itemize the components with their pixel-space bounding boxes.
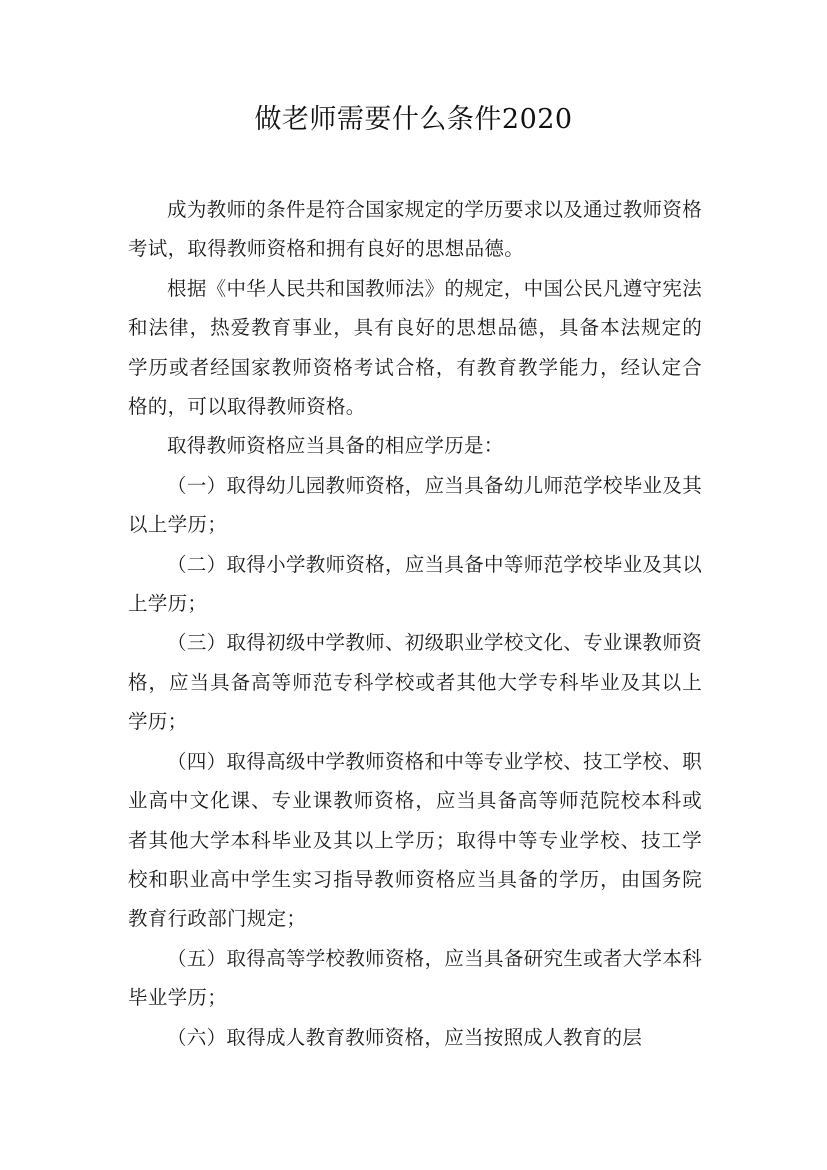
paragraph-primary-school-requirement: （二）取得小学教师资格，应当具备中等师范学校毕业及其以上学历； bbox=[128, 552, 702, 616]
paragraph-senior-middle-school-requirement: （四）取得高级中学教师资格和中等专业学校、技工学校、职业高中文化课、专业课教师资格，应当具备高等师范院校本科或者其他大学本科毕业及其以上学历；取得中等专业学校、技工学校和职业高中学生实习指导教师资格应当具备的学历，由国务院教育行政部门规定； bbox=[128, 749, 702, 931]
paragraph-teacher-law: 根据《中华人民共和国教师法》的规定，中国公民凡遵守宪法和法律，热爱教育事业，具有良好的思想品德，具备本法规定的学历或者经国家教师资格考试合格，有教育教学能力，经认定合格的，可以取得教师资格。 bbox=[128, 276, 702, 419]
paragraph-junior-middle-school-requirement: （三）取得初级中学教师、初级职业学校文化、专业课教师资格，应当具备高等师范专科学校或者其他大学专科毕业及其以上学历； bbox=[128, 631, 702, 734]
document-body bbox=[128, 190, 702, 1057]
document-title: 做老师需要什么条件2020 bbox=[254, 104, 573, 135]
paragraph-kindergarten-requirement: （一）取得幼儿园教师资格，应当具备幼儿师范学校毕业及其以上学历； bbox=[128, 473, 702, 537]
paragraph-required-education-intro: 取得教师资格应当具备的相应学历是： bbox=[167, 434, 504, 458]
paragraph-adult-education-requirement: （六）取得成人教育教师资格，应当按照成人教育的层 bbox=[167, 1025, 643, 1049]
paragraph-higher-education-requirement: （五）取得高等学校教师资格，应当具备研究生或者大学本科毕业学历； bbox=[128, 946, 702, 1010]
paragraph-teacher-conditions: 成为教师的条件是符合国家规定的学历要求以及通过教师资格考试，取得教师资格和拥有良好的思想品德。 bbox=[128, 198, 702, 261]
